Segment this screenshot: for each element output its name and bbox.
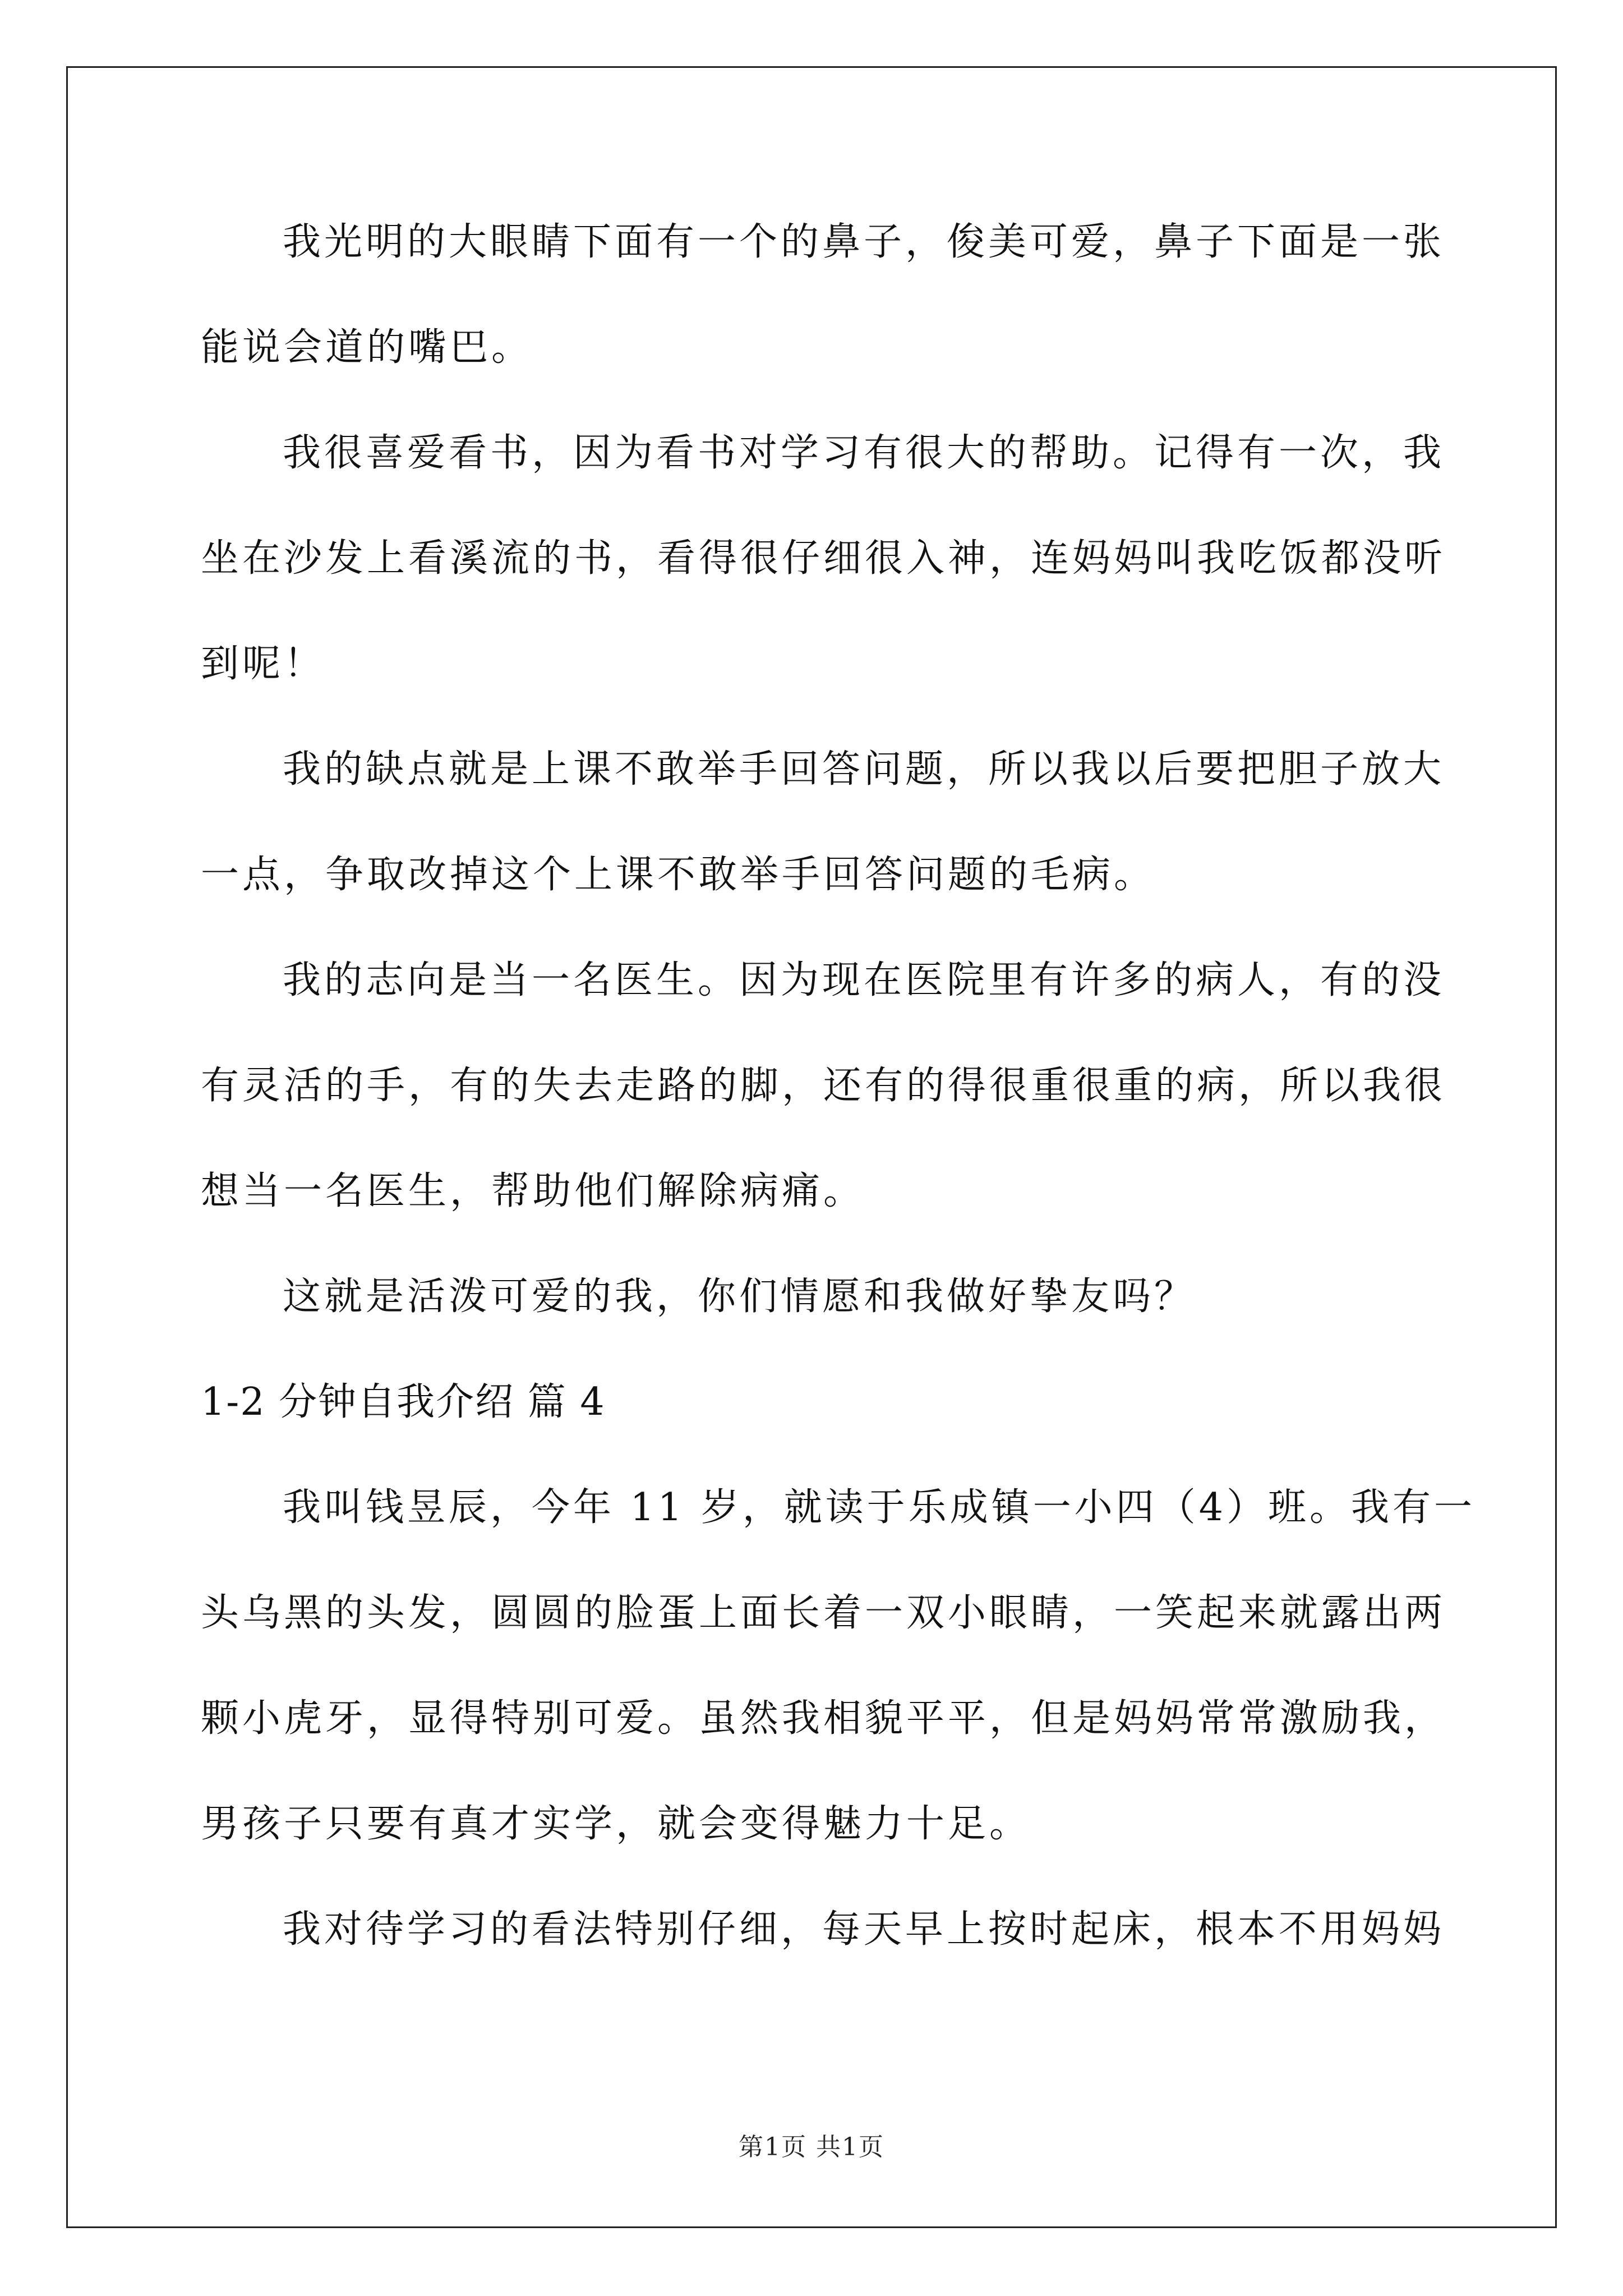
paragraph-line: 颗小虎牙，显得特别可爱。虽然我相貌平平，但是妈妈常常激励我， <box>201 1696 1446 1741</box>
paragraph-line: 头乌黑的头发，圆圆的脸蛋上面长着一双小眼睛，一笑起来就露出两 <box>201 1591 1446 1635</box>
page-number-footer: 第1页 共1页 <box>739 2133 884 2161</box>
paragraph-line: 我对待学习的看法特别仔细，每天早上按时起床，根本不用妈妈 <box>283 1907 1445 1952</box>
section-heading: 1-2 分钟自我介绍 篇 4 <box>201 1380 606 1424</box>
paragraph-line: 这就是活泼可爱的我，你们情愿和我做好挚友吗？ <box>283 1274 1196 1319</box>
paragraph-line: 坐在沙发上看溪流的书，看得很仔细很入神，连妈妈叫我吃饭都没听 <box>201 536 1446 581</box>
paragraph-line: 能说会道的嘴巴。 <box>201 325 533 370</box>
paragraph-line: 我的志向是当一名医生。因为现在医院里有许多的病人，有的没 <box>283 958 1445 1002</box>
page-border <box>66 66 1557 2228</box>
paragraph-line: 我的缺点就是上课不敢举手回答问题，所以我以后要把胆子放大 <box>283 747 1445 792</box>
paragraph-line: 男孩子只要有真才实学，就会变得魅力十足。 <box>201 1802 1031 1846</box>
paragraph-line: 到呢！ <box>201 642 326 686</box>
paragraph-line: 想当一名医生，帮助他们解除病痛。 <box>201 1169 865 1213</box>
paragraph-line: 我光明的大眼睛下面有一个的鼻子，俊美可爱，鼻子下面是一张 <box>283 220 1445 264</box>
paragraph-line: 有灵活的手，有的失去走路的脚，还有的得很重很重的病，所以我很 <box>201 1064 1446 1108</box>
paragraph-line: 我叫钱昱辰，今年 11 岁，就读于乐成镇一小四（4）班。我有一 <box>283 1485 1476 1530</box>
paragraph-line: 我很喜爱看书，因为看书对学习有很大的帮助。记得有一次，我 <box>283 431 1445 475</box>
paragraph-line: 一点，争取改掉这个上课不敢举手回答问题的毛病。 <box>201 853 1156 897</box>
